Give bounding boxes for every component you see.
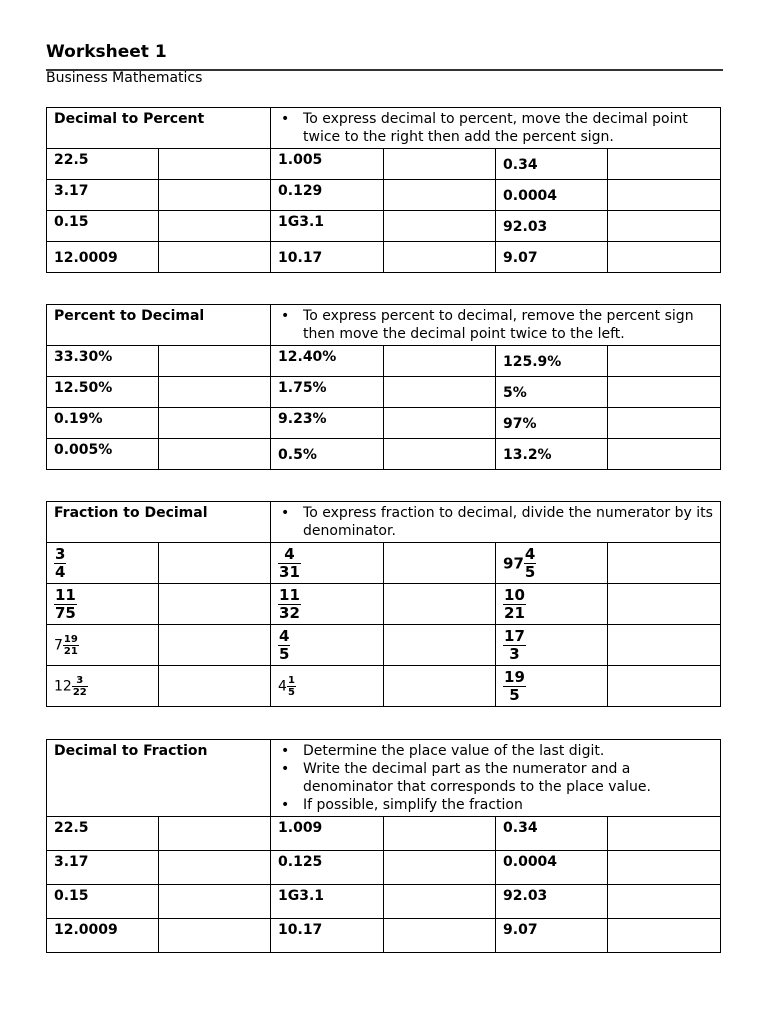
answer-cell[interactable] [608, 211, 721, 242]
problem-cell: 0.129 [271, 180, 384, 211]
fraction: $\frac{10}{21}$ [504, 585, 525, 622]
answer-cell[interactable] [608, 817, 721, 851]
fraction: $\frac{19}{21}$ [63, 633, 78, 657]
problem-cell: 0.15 [47, 885, 159, 919]
problem-cell: 5% [496, 377, 608, 408]
answer-cell[interactable] [608, 149, 721, 180]
problem-cell: 22.5 [47, 817, 159, 851]
problem-cell: 10.17 [271, 919, 384, 953]
problem-cell: 0.15 [47, 211, 159, 242]
page-subtitle: Business Mathematics [46, 70, 203, 86]
answer-cell[interactable] [384, 149, 496, 180]
section-heading: Decimal to Percent [47, 108, 271, 149]
problem-cell [47, 543, 159, 584]
answer-cell[interactable] [608, 180, 721, 211]
answer-cell[interactable] [159, 817, 271, 851]
problem-cell: 0.19% [47, 408, 159, 439]
answer-cell[interactable] [608, 346, 721, 377]
problem-cell: 12.40% [271, 346, 384, 377]
problem-cell: 1.009 [271, 817, 384, 851]
problem-cell: 0.125 [271, 851, 384, 885]
problem-cell [496, 584, 608, 625]
answer-cell[interactable] [608, 242, 721, 273]
fraction: $\frac{4}{5}$ [279, 626, 290, 663]
problem-cell: 9.07 [496, 242, 608, 273]
answer-cell[interactable] [159, 625, 271, 666]
fraction: $\frac{17}{3}$ [504, 626, 525, 663]
problem-cell: 13.2% [496, 439, 608, 470]
problem-cell: 3.17 [47, 180, 159, 211]
fraction: $\frac{3}{4}$ [55, 544, 66, 581]
answer-cell[interactable] [159, 851, 271, 885]
answer-cell[interactable] [384, 919, 496, 953]
answer-cell[interactable] [159, 885, 271, 919]
answer-cell[interactable] [159, 666, 271, 707]
problem-cell: 1G3.1 [271, 885, 384, 919]
problem-cell [47, 625, 159, 666]
instruction-item: • To express fraction to decimal, divide the numerator by its denominator. [278, 504, 713, 540]
fraction: $\frac{19}{5}$ [504, 667, 525, 704]
decimal-to-fraction-table [46, 739, 721, 953]
problem-cell: 12.0009 [47, 242, 159, 273]
section-instructions [271, 502, 721, 543]
section-heading: Fraction to Decimal [47, 502, 271, 543]
problem-cell: 0.0004 [496, 180, 608, 211]
problem-cell [271, 584, 384, 625]
answer-cell[interactable] [384, 346, 496, 377]
instruction-item: • Write the decimal part as the numerator and a denominator that corresponds to the place value. [278, 760, 713, 796]
answer-cell[interactable] [384, 851, 496, 885]
answer-cell[interactable] [159, 149, 271, 180]
answer-cell[interactable] [159, 584, 271, 625]
page-title: Worksheet 1 [46, 42, 167, 62]
answer-cell[interactable] [608, 584, 721, 625]
page-header [46, 40, 723, 87]
answer-cell[interactable] [384, 377, 496, 408]
mixed-whole: 97 [503, 554, 524, 572]
answer-cell[interactable] [608, 625, 721, 666]
problem-cell: 1.75% [271, 377, 384, 408]
answer-cell[interactable] [384, 242, 496, 273]
problem-cell [271, 625, 384, 666]
fraction: $\frac{11}{75}$ [55, 585, 76, 622]
problem-cell: 0.34 [496, 817, 608, 851]
problem-cell: 9.07 [496, 919, 608, 953]
section-instructions [271, 108, 721, 149]
problem-cell: 92.03 [496, 211, 608, 242]
section-instructions [271, 305, 721, 346]
answer-cell[interactable] [384, 543, 496, 584]
mixed-whole: 12 [54, 678, 72, 694]
header-divider [46, 69, 723, 71]
answer-cell[interactable] [608, 543, 721, 584]
problem-cell [496, 666, 608, 707]
problem-cell: 0.5% [271, 439, 384, 470]
fraction: $\frac{11}{32}$ [279, 585, 300, 622]
decimal-to-percent-table [46, 107, 721, 273]
problem-cell: 1.005 [271, 149, 384, 180]
answer-cell[interactable] [384, 625, 496, 666]
problem-cell: 0.0004 [496, 851, 608, 885]
fraction: $\frac{3}{22}$ [72, 674, 87, 698]
answer-cell[interactable] [608, 408, 721, 439]
problem-cell: 12.50% [47, 377, 159, 408]
problem-cell: 97% [496, 408, 608, 439]
answer-cell[interactable] [608, 439, 721, 470]
answer-cell[interactable] [608, 919, 721, 953]
mixed-whole: 4 [278, 678, 287, 694]
answer-cell[interactable] [608, 377, 721, 408]
answer-cell[interactable] [159, 346, 271, 377]
fraction-to-decimal-table [46, 501, 721, 707]
answer-cell[interactable] [159, 408, 271, 439]
problem-cell: 1G3.1 [271, 211, 384, 242]
answer-cell[interactable] [384, 584, 496, 625]
problem-cell: 125.9% [496, 346, 608, 377]
answer-cell[interactable] [384, 180, 496, 211]
mixed-whole: 7 [54, 637, 63, 653]
answer-cell[interactable] [159, 543, 271, 584]
answer-cell[interactable] [608, 666, 721, 707]
problem-cell [271, 543, 384, 584]
instruction-item: • If possible, simplify the fraction [278, 796, 713, 814]
problem-cell [271, 666, 384, 707]
answer-cell[interactable] [159, 919, 271, 953]
problem-cell: 12.0009 [47, 919, 159, 953]
percent-to-decimal-table [46, 304, 721, 470]
problem-cell: 22.5 [47, 149, 159, 180]
section-heading: Decimal to Fraction [47, 740, 271, 817]
answer-cell[interactable] [384, 666, 496, 707]
problem-cell: 33.30% [47, 346, 159, 377]
answer-cell[interactable] [159, 242, 271, 273]
answer-cell[interactable] [159, 180, 271, 211]
fraction: $\frac{1}{5}$ [287, 674, 295, 698]
instruction-item: • Determine the place value of the last digit. [278, 742, 713, 760]
problem-cell [496, 625, 608, 666]
problem-cell: 10.17 [271, 242, 384, 273]
section-instructions [271, 740, 721, 817]
problem-cell: 0.34 [496, 149, 608, 180]
instruction-item: • To express percent to decimal, remove the percent sign then move the decimal point twice to the left. [278, 307, 713, 343]
problem-cell [47, 666, 159, 707]
problem-cell: 3.17 [47, 851, 159, 885]
answer-cell[interactable] [159, 439, 271, 470]
answer-cell[interactable] [384, 439, 496, 470]
answer-cell[interactable] [159, 211, 271, 242]
problem-cell: 92.03 [496, 885, 608, 919]
answer-cell[interactable] [608, 885, 721, 919]
fraction: $\frac{4}{5}$ [524, 544, 536, 581]
answer-cell[interactable] [384, 817, 496, 851]
problem-cell: 9.23% [271, 408, 384, 439]
answer-cell[interactable] [384, 211, 496, 242]
problem-cell [496, 543, 608, 584]
answer-cell[interactable] [384, 408, 496, 439]
answer-cell[interactable] [384, 885, 496, 919]
problem-cell: 0.005% [47, 439, 159, 470]
section-heading: Percent to Decimal [47, 305, 271, 346]
answer-cell[interactable] [159, 377, 271, 408]
problem-cell [47, 584, 159, 625]
instruction-item: • To express decimal to percent, move the decimal point twice to the right then add the percent sign. [278, 110, 713, 146]
answer-cell[interactable] [608, 851, 721, 885]
fraction: $\frac{4}{31}$ [279, 544, 300, 581]
